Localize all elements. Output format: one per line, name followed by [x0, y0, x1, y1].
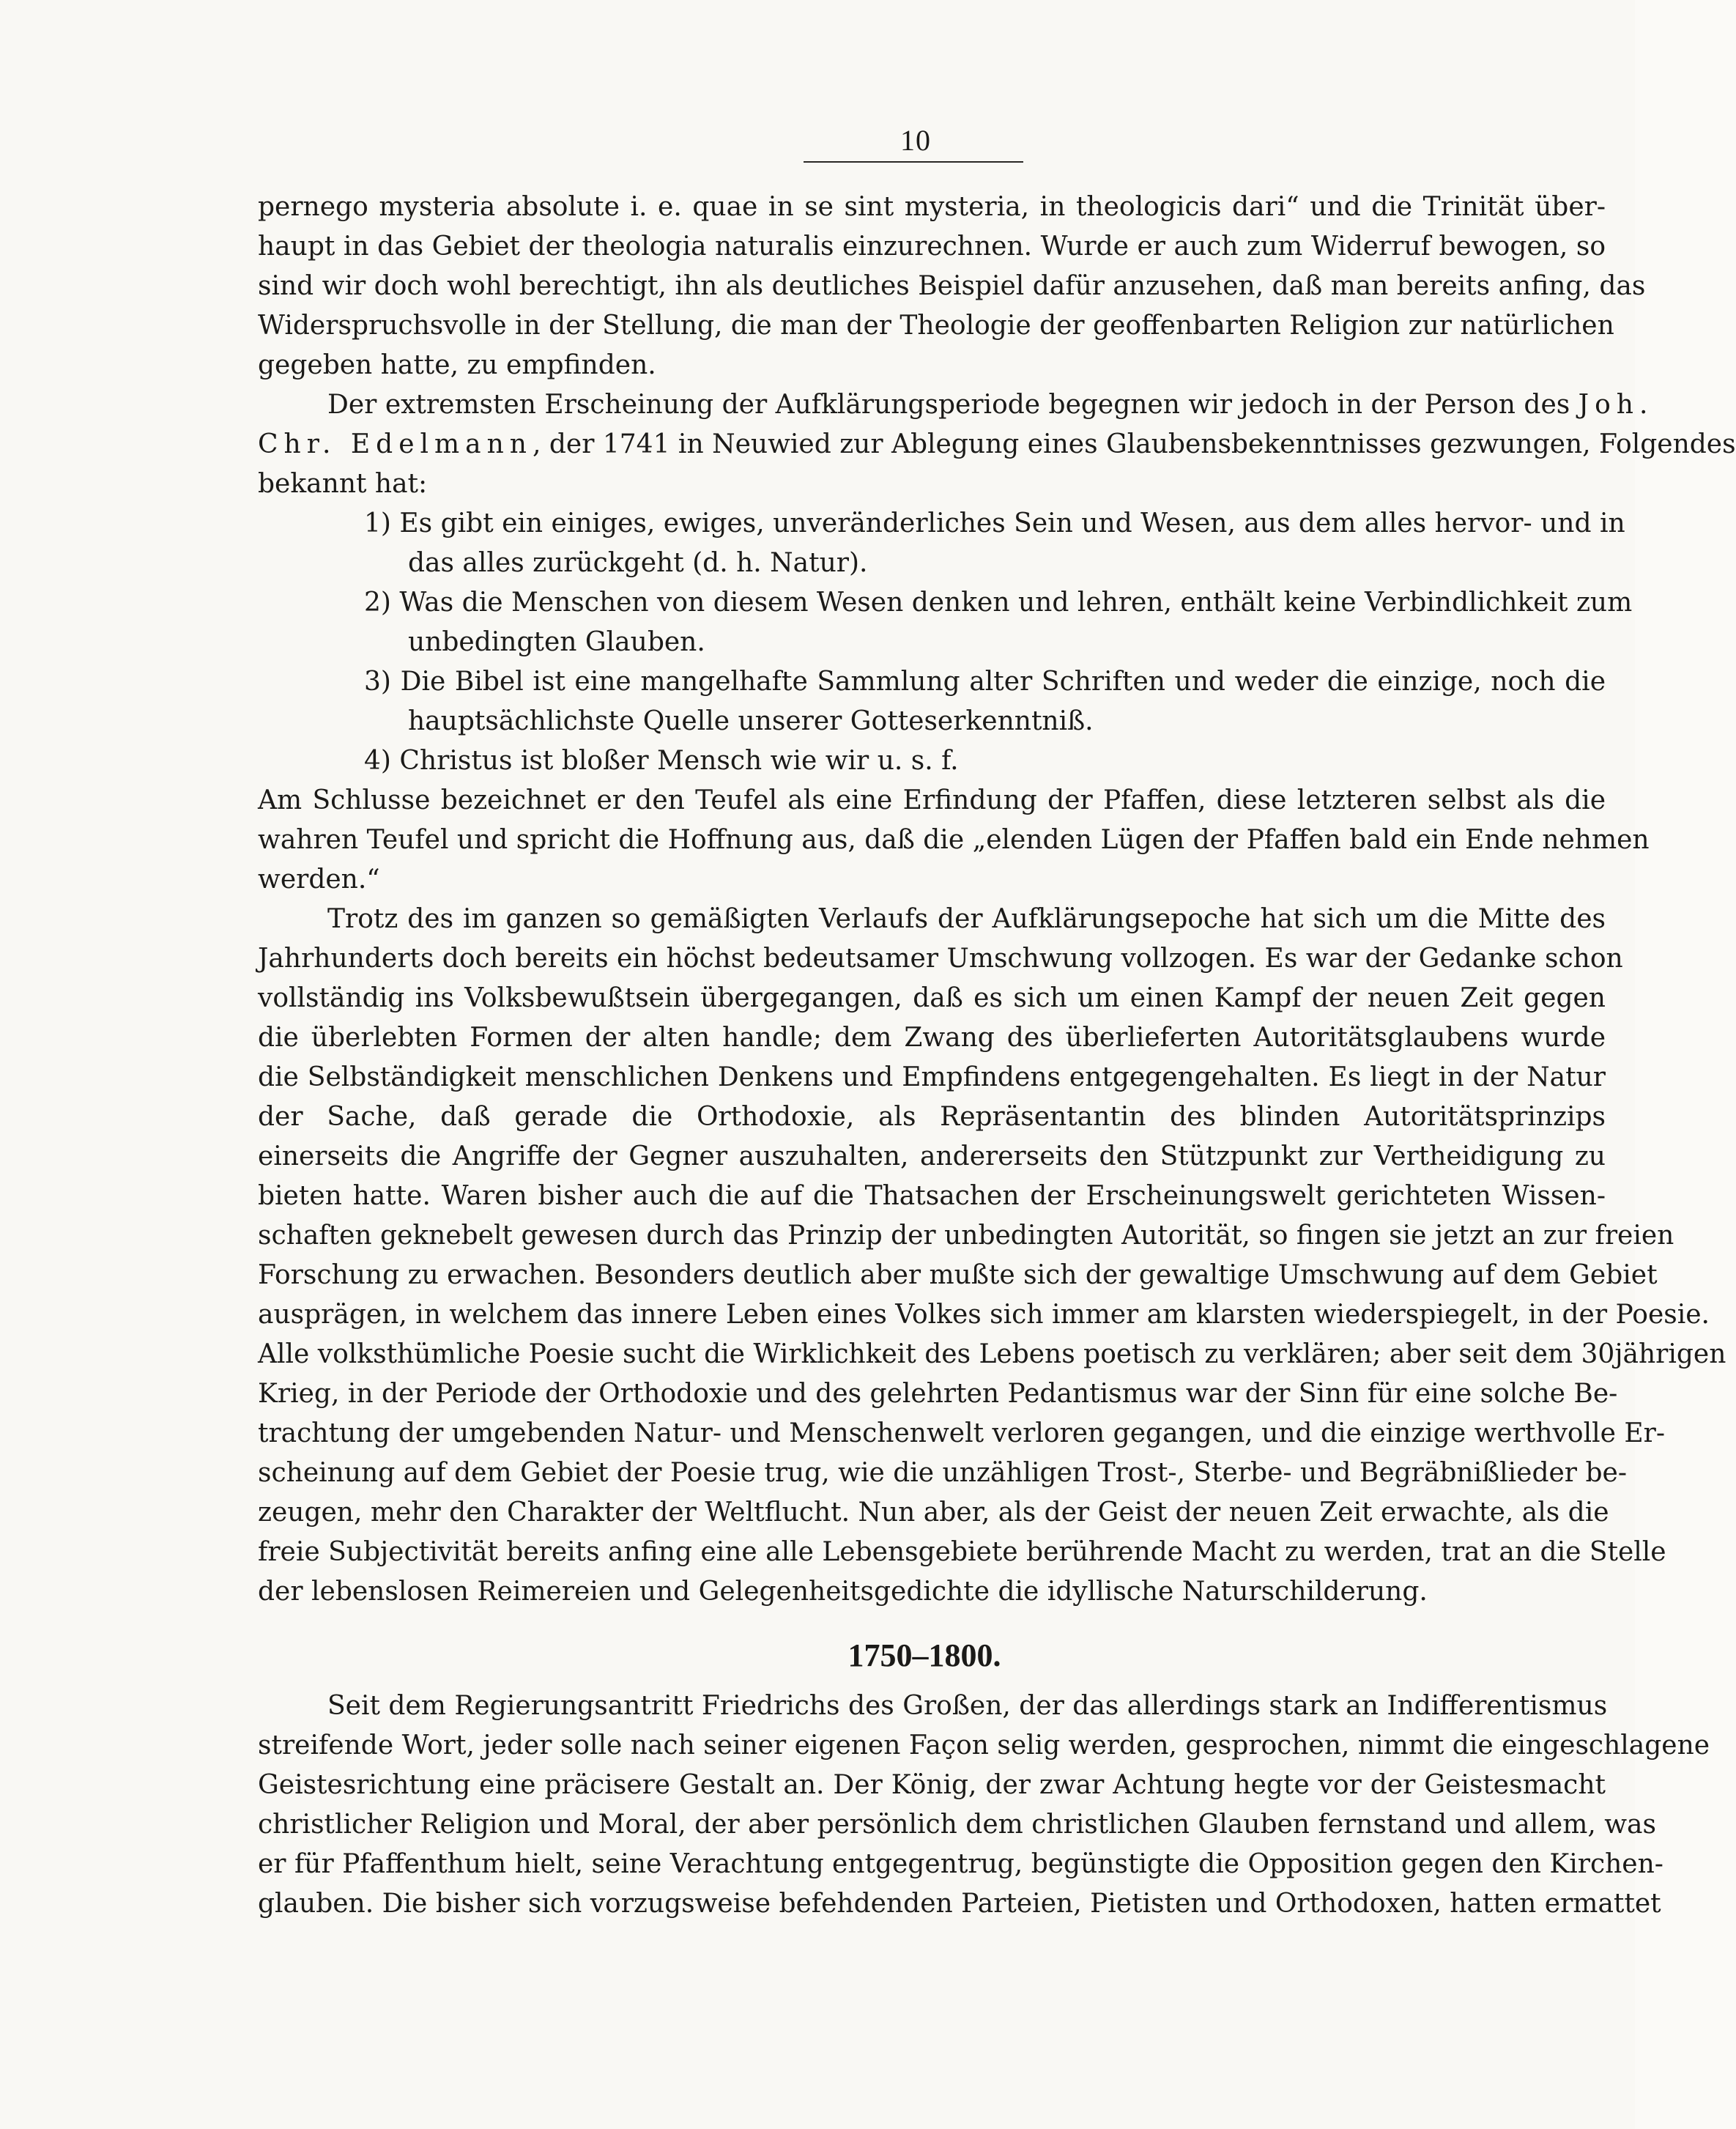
paragraph-umschwung [258, 900, 1726, 1612]
text-line: Seit dem Regierungsantritt Friedrichs des Großen, der das allerdings stark an Indifferentismus [327, 1691, 1608, 1721]
confession-list [258, 504, 1633, 781]
text-line: der Sache, daß gerade die Orthodoxie, als Repräsentantin des blinden Autoritätsprinzips [258, 1102, 1606, 1132]
list-item [258, 504, 1625, 583]
text-line: freie Subjectivität bereits anfing eine alle Lebensgebiete berührende Macht zu werden, trat an die Stelle [258, 1537, 1666, 1567]
text-line: Trotz des im ganzen so gemäßigten Verlaufs der Aufklärungsepoche hat sich um die Mitte des [327, 904, 1606, 934]
list-item-line: das alles zurückgeht (d. h. Natur). [408, 548, 868, 578]
paragraph-after-list [258, 781, 1650, 900]
text-line: scheinung auf dem Gebiet der Poesie trug, wie die unzähligen Trost-, Sterbe- und Begräbnißlieder be- [258, 1458, 1627, 1488]
text-line: Alle volksthümliche Poesie sucht die Wirklichkeit des Lebens poetisch zu verklären; aber seit dem 30jährigen [258, 1339, 1726, 1369]
text-line: christlicher Religion und Moral, der aber persönlich dem christlichen Glauben fernstand und allem, was [258, 1810, 1656, 1840]
list-item-line: 1) Es gibt ein einiges, ewiges, unveränderliches Sein und Wesen, aus dem alles hervor- und in [364, 508, 1625, 538]
list-item-line: hauptsächlichste Quelle unserer Gotteserkenntniß. [408, 706, 1094, 736]
text-line: bekannt hat: [258, 469, 428, 499]
text-line [258, 385, 1654, 425]
paragraph-trinity [258, 188, 1646, 385]
paragraph-friedrich [258, 1686, 1710, 1924]
text-line: Krieg, in der Periode der Orthodoxie und des gelehrten Pedantismus war der Sinn für eine solche Be- [258, 1379, 1618, 1409]
text-line: bieten hatte. Waren bisher auch die auf die Thatsachen der Erscheinungswelt gerichteten Wissen- [258, 1181, 1606, 1211]
list-item-line: 3) Die Bibel ist eine mangelhafte Sammlung alter Schriften und weder die einzige, noch die [364, 667, 1606, 697]
page-number: 10 [900, 124, 931, 157]
text-line: er für Pfaffenthum hielt, seine Verachtung entgegentrug, begünstigte die Opposition gegen den Kirchen- [258, 1849, 1663, 1879]
list-item-line: 2) Was die Menschen von diesem Wesen denken und lehren, enthält keine Verbindlichkeit zum [364, 588, 1633, 618]
list-item [258, 583, 1633, 662]
section-heading: 1750–1800. [847, 1637, 1001, 1673]
text-line: schaften geknebelt gewesen durch das Prinzip der unbedingten Autorität, so fingen sie jetzt an zur freien [258, 1221, 1674, 1251]
text-line: trachtung der umgebenden Natur- und Menschenwelt verloren gegangen, und die einzige werthvolle Er- [258, 1418, 1666, 1448]
text-line: werden.“ [258, 864, 380, 895]
text-line: Jahrhunderts doch bereits ein höchst bedeutsamer Umschwung vollzogen. Es war der Gedanke schon [258, 944, 1623, 974]
list-item [258, 662, 1606, 741]
text-line: Widerspruchsvolle in der Stellung, die man der Theologie der geoffenbarten Religion zur natürlichen [258, 311, 1614, 341]
person-name: Chr. Edelmann [258, 429, 533, 459]
list-item [258, 741, 1606, 781]
text-line: haupt in das Gebiet der theologia naturalis einzurechnen. Wurde er auch zum Widerruf bewogen, so [258, 232, 1606, 262]
header-rule [804, 161, 1023, 163]
text-line: Geistesrichtung eine präcisere Gestalt an. Der König, der zwar Achtung hegte vor der Geistesmacht [258, 1770, 1606, 1800]
text-line: glauben. Die bisher sich vorzugsweise befehdenden Parteien, Pietisten und Orthodoxen, hatten ermattet [258, 1889, 1661, 1919]
text-line: gegeben hatte, zu empfinden. [258, 350, 656, 380]
text-line: der lebenslosen Reimereien und Gelegenheitsgedichte die idyllische Naturschilderung. [258, 1577, 1428, 1607]
list-item-line: 4) Christus ist bloßer Mensch wie wir u. s. f. [364, 746, 959, 776]
body-text [258, 188, 1736, 1924]
text-line: ausprägen, in welchem das innere Leben eines Volkes sich immer am klarsten wiederspiegelt, in der Poesie. [258, 1300, 1710, 1330]
text-line: die Selbständigkeit menschlichen Denkens und Empfindens entgegengehalten. Es liegt in der Natur [258, 1062, 1606, 1092]
text-line: Am Schlusse bezeichnet er den Teufel als eine Erfindung der Pfaffen, diese letzteren selbst als die [258, 785, 1606, 815]
text-line: die überlebten Formen der alten handle; dem Zwang des überlieferten Autoritätsglaubens wurde [258, 1023, 1606, 1053]
text-fragment: Der extremsten Erscheinung der Aufklärungsperiode begegnen wir jedoch in der Person des [327, 390, 1579, 420]
text-line: zeugen, mehr den Charakter der Weltflucht. Nun aber, als der Geist der neuen Zeit erwachte, als die [258, 1497, 1609, 1528]
text-line: wahren Teufel und spricht die Hoffnung aus, daß die „elenden Lügen der Pfaffen bald ein Ende nehmen [258, 825, 1650, 855]
text-line: sind wir doch wohl berechtigt, ihn als deutliches Beispiel dafür anzusehen, daß man bereits anfing, das [258, 271, 1646, 301]
text-line: einerseits die Angriffe der Gegner auszuhalten, andererseits den Stützpunkt zur Vertheidigung zu [258, 1141, 1606, 1171]
text-line: streifende Wort, jeder solle nach seiner eigenen Façon selig werden, gesprochen, nimmt die eingeschlagene [258, 1730, 1710, 1760]
person-name-first: Joh. [1578, 390, 1654, 420]
text-fragment: , der 1741 in Neuwied zur Ablegung eines Glaubensbekenntnisses gezwungen, Folgendes [532, 429, 1736, 459]
text-line: Forschung zu erwachen. Besonders deutlich aber mußte sich der gewaltige Umschwung auf dem Gebiet [258, 1260, 1658, 1290]
text-line: pernego mysteria absolute i. e. quae in se sint mysteria, in theologicis dari“ und die Trinität über- [258, 192, 1606, 222]
list-item-line: unbedingten Glauben. [408, 627, 705, 657]
paragraph-edelmann [258, 385, 1736, 504]
text-line: vollständig ins Volksbewußtsein übergegangen, daß es sich um einen Kampf der neuen Zeit gegen [258, 983, 1606, 1013]
text-line [258, 425, 1736, 464]
